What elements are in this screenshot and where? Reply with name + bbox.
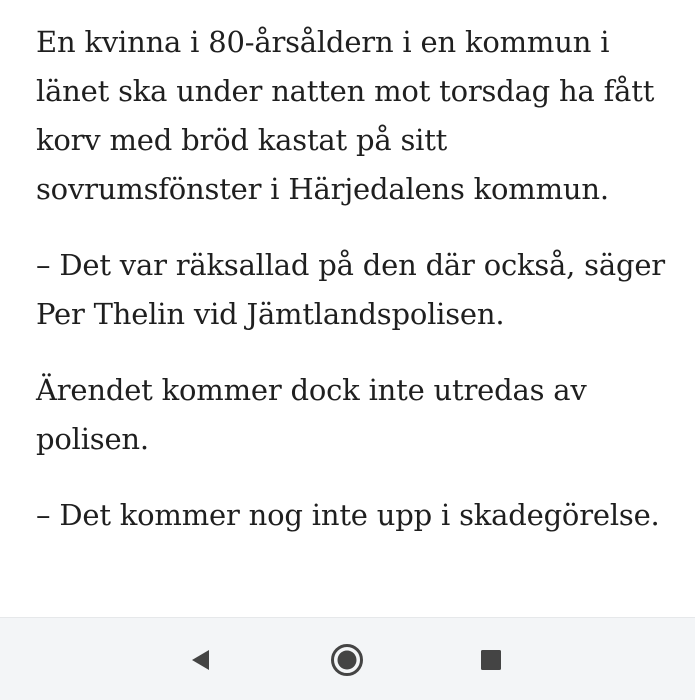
article-paragraph-2: – Det var räksallad på den där också, säger Per Thelin vid Jämtlandspolisen.: [36, 248, 665, 331]
recents-button[interactable]: [467, 636, 515, 684]
home-circle-icon: [329, 642, 365, 678]
home-button[interactable]: [323, 636, 371, 684]
article-paragraph-4: – Det kommer nog inte upp i skadegörelse.: [36, 498, 660, 532]
recents-square-icon: [479, 648, 503, 672]
system-navigation-bar: [0, 617, 695, 700]
back-button[interactable]: [177, 636, 225, 684]
article-paragraph-3: Ärendet kommer dock inte utredas av polisen.: [36, 373, 587, 456]
article-paragraph-1: En kvinna i 80-årsåldern i en kommun i länet ska under natten mot torsdag ha fått korv med bröd kastat på sitt sovrumsfönster i Härjedalens kommun.: [36, 25, 655, 206]
back-triangle-icon: [189, 648, 213, 672]
